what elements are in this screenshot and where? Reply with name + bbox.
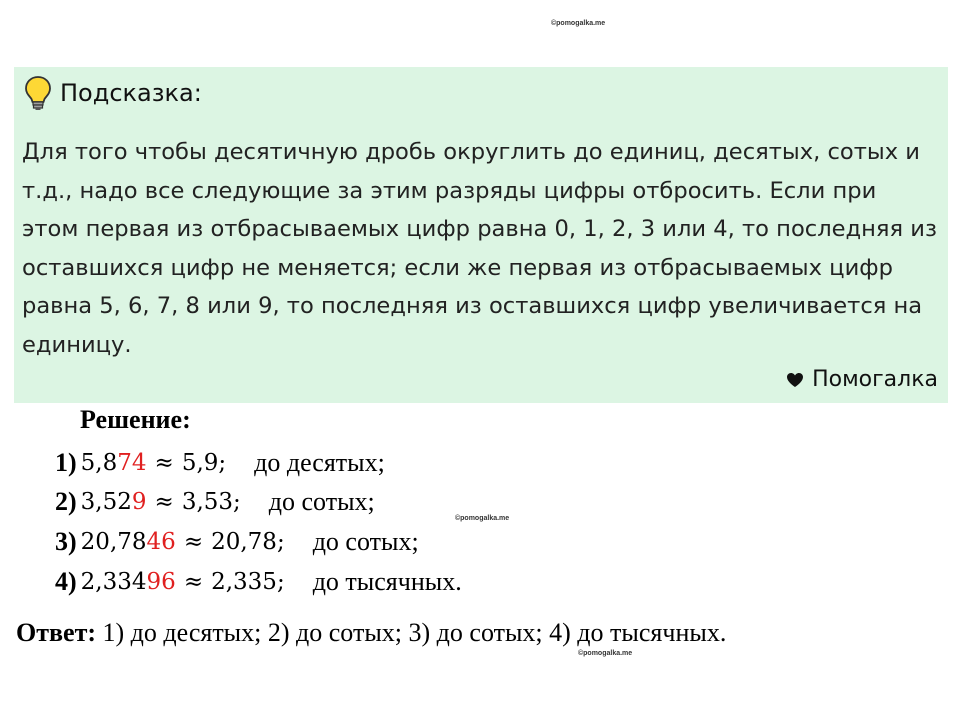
item-description: до десятых; bbox=[254, 448, 385, 477]
watermark-top: ©pomogalka.me bbox=[551, 20, 606, 27]
dropped-digits: 46 bbox=[146, 529, 176, 555]
approx-sign: ≈ bbox=[154, 450, 174, 476]
rounded-result: 20,78; bbox=[211, 529, 285, 555]
kept-digits: 2,334 bbox=[80, 569, 147, 595]
solution-item-1 bbox=[55, 443, 385, 483]
dropped-digits: 9 bbox=[131, 489, 147, 515]
brand-signature bbox=[786, 367, 938, 392]
dropped-digits: 74 bbox=[117, 450, 147, 476]
approx-sign: ≈ bbox=[154, 489, 174, 515]
rounded-result: 2,335; bbox=[211, 569, 285, 595]
approx-sign: ≈ bbox=[183, 569, 204, 595]
solution-item-2 bbox=[55, 482, 375, 522]
approx-sign: ≈ bbox=[183, 529, 204, 555]
answer-text: 1) до десятых; 2) до сотых; 3) до сотых; 4) до тысячных. bbox=[102, 618, 727, 647]
hint-text: Для того чтобы десятичную дробь округлить до единиц, десятых, сотых и т.д., надо все следующие за этим разряды цифры отбросить. Если при этом первая из отбрасываемых цифр равна 0, 1, 2, 3 или 4, то последняя из оставшихся цифр не меняется; если же первая из отбрасываемых цифр равна 5, 6, 7, 8 или 9, то последняя из оставшихся цифр увеличивается на единицу. bbox=[22, 139, 937, 358]
item-number: 4) bbox=[55, 567, 77, 596]
item-expression bbox=[81, 450, 226, 476]
item-number: 2) bbox=[55, 487, 77, 516]
item-expression bbox=[81, 569, 285, 595]
item-number: 3) bbox=[55, 527, 77, 556]
watermark-middle: ©pomogalka.me bbox=[455, 515, 510, 522]
rounded-result: 3,53; bbox=[181, 489, 241, 515]
brand-name: Помогалка bbox=[812, 367, 938, 392]
rounded-result: 5,9; bbox=[181, 450, 227, 476]
item-description: до сотых; bbox=[312, 527, 419, 556]
lightbulb-icon bbox=[24, 75, 52, 111]
kept-digits: 3,52 bbox=[80, 489, 132, 515]
hint-header bbox=[24, 75, 202, 111]
item-number: 1) bbox=[55, 448, 77, 477]
kept-digits: 20,78 bbox=[80, 529, 147, 555]
kept-digits: 5,8 bbox=[80, 450, 118, 476]
heart-icon bbox=[786, 372, 804, 388]
hint-box bbox=[14, 67, 948, 403]
answer-label: Ответ: bbox=[16, 618, 97, 647]
answer bbox=[16, 612, 796, 653]
watermark-bottom: ©pomogalka.me bbox=[578, 650, 633, 657]
item-description: до тысячных. bbox=[312, 567, 462, 596]
item-description: до сотых; bbox=[268, 487, 375, 516]
hint-title: Подсказка: bbox=[60, 79, 202, 107]
solution-title: Решение: bbox=[80, 405, 191, 434]
solution-item-4 bbox=[55, 562, 462, 602]
dropped-digits: 96 bbox=[146, 569, 176, 595]
item-expression bbox=[81, 489, 241, 515]
solution-item-3 bbox=[55, 522, 419, 562]
item-expression bbox=[81, 529, 285, 555]
